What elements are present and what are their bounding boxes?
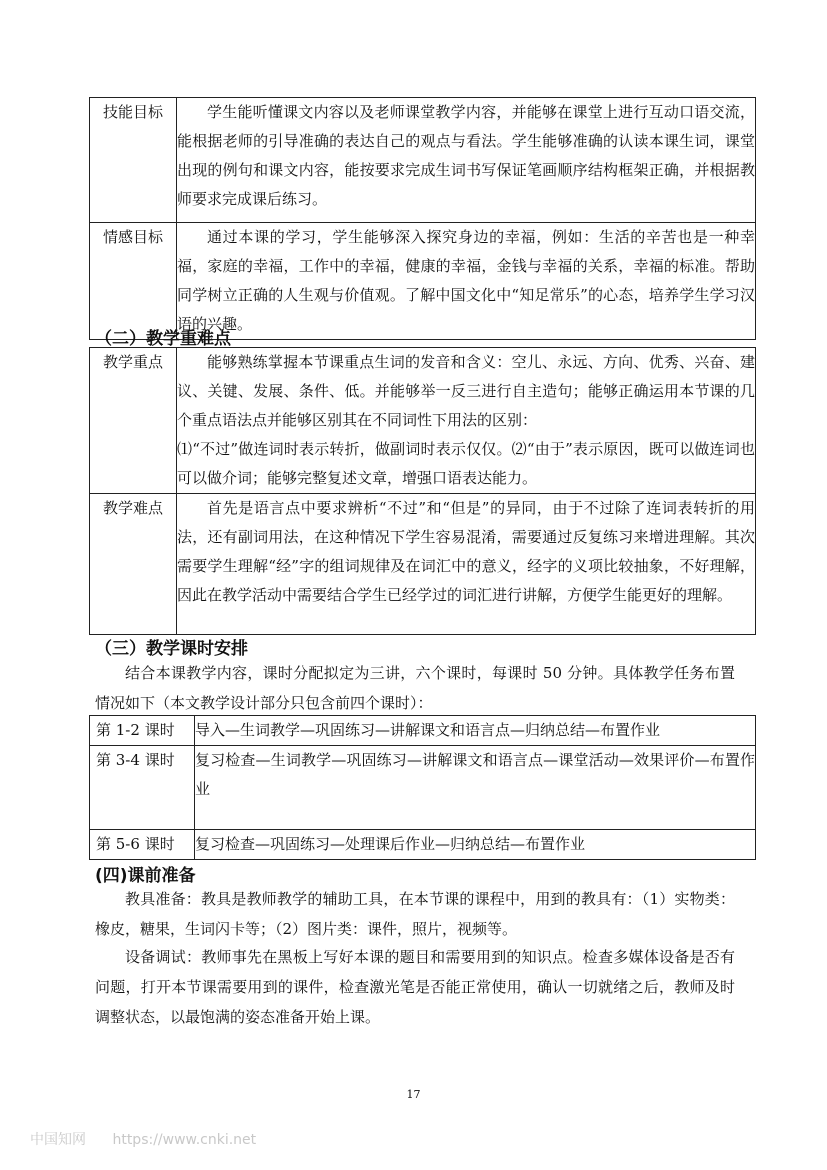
objectives-table (89, 97, 756, 340)
section-heading: （三）教学课时安排 (95, 639, 248, 659)
key-points-table (89, 347, 756, 635)
row-text: 通过本课的学习，学生能够深入探究身边的幸福，例如：生活的辛苦也是一种幸福，家庭的幸福，工作中的幸福，健康的幸福，金钱与幸福的关系，幸福的标准。帮助同学树立正确的人生观与价值观。了解中国文化中“知足常乐”的心态，培养学生学习汉语的兴趣。 (177, 223, 756, 340)
row-text: 首先是语言点中要求辨析“不过”和“但是”的异同，由于不过除了连词表转折的用法，还有副词用法，在这种情况下学生容易混淆，需要通过反复练习来增进理解。其次需要学生理解“经”字的组词规律及在词汇中的意义，经字的义项比较抽象，不好理解，因此在教学活动中需要结合学生已经学过的词汇进行讲解，方便学生能更好的理解。 (177, 494, 756, 635)
row-text: 复习检查—巩固练习—处理课后作业—归纳总结—布置作业 (195, 830, 756, 860)
row-label: 第 5-6 课时 (90, 830, 195, 860)
row-label: 教学难点 (90, 494, 177, 635)
footer-brand: 中国知网 (30, 1132, 86, 1148)
table-row (90, 98, 756, 223)
footer-url: https://www.cnki.net (112, 1132, 257, 1148)
table-row (90, 223, 756, 340)
section-intro: 结合本课教学内容，课时分配拟定为三讲，六个课时，每课时 50 分钟。具体教学任务布置情况如下（本文教学设计部分只包含前四个课时）： (95, 664, 735, 712)
schedule-table (89, 715, 756, 860)
row-label: 第 1-2 课时 (90, 716, 195, 746)
row-text-detail: ⑴“不过”做连词时表示转折，做副词时表示仅仅。⑵“由于”表示原因，既可以做连词也可以做介词；能够完整复述文章，增强口语表达能力。 (177, 440, 755, 487)
section-heading: （二）教学重难点 (95, 329, 231, 349)
row-label: 技能目标 (90, 98, 177, 223)
table-row (90, 494, 756, 635)
row-text: 能够熟练掌握本节课重点生词的发音和含义：空儿、永远、方向、优秀、兴奋、建议、关键、发展、条件、低。并能够举一反三进行自主造句；能够正确运用本节课的几个重点语法点并能够区别其在不同词性下用法的区别： (177, 353, 755, 429)
table-row (90, 746, 756, 830)
table-row (90, 716, 756, 746)
page-number: 17 (406, 1088, 421, 1101)
row-text: 复习检查—生词教学—巩固练习—讲解课文和语言点—课堂活动—效果评价—布置作业 (195, 746, 756, 830)
table-row (90, 830, 756, 860)
table-row (90, 348, 756, 494)
row-label: 情感目标 (90, 223, 177, 340)
paragraph: 设备调试：教师事先在黑板上写好本课的题目和需要用到的知识点。检查多媒体设备是否有问题，打开本节课需要用到的课件，检查激光笔是否能正常使用，确认一切就绪之后，教师及时调整状态，以最饱满的姿态准备开始上课。 (95, 948, 735, 1026)
paragraph: 教具准备：教具是教师教学的辅助工具，在本节课的课程中，用到的教具有：（1）实物类：橡皮，糖果，生词闪卡等；（2）图片类：课件，照片，视频等。 (95, 890, 735, 938)
section-heading: (四)课前准备 (95, 866, 196, 886)
row-text: 导入—生词教学—巩固练习—讲解课文和语言点—归纳总结—布置作业 (195, 716, 756, 746)
footer-watermark (30, 1129, 278, 1149)
row-label: 第 3-4 课时 (90, 746, 195, 830)
row-text: 学生能听懂课文内容以及老师课堂教学内容，并能够在课堂上进行互动口语交流，能根据老师的引导准确的表达自己的观点与看法。学生能够准确的认读本课生词，课堂出现的例句和课文内容，能按要求完成生词书写保证笔画顺序结构框架正确，并根据教师要求完成课后练习。 (177, 98, 756, 223)
row-label: 教学重点 (90, 348, 177, 494)
